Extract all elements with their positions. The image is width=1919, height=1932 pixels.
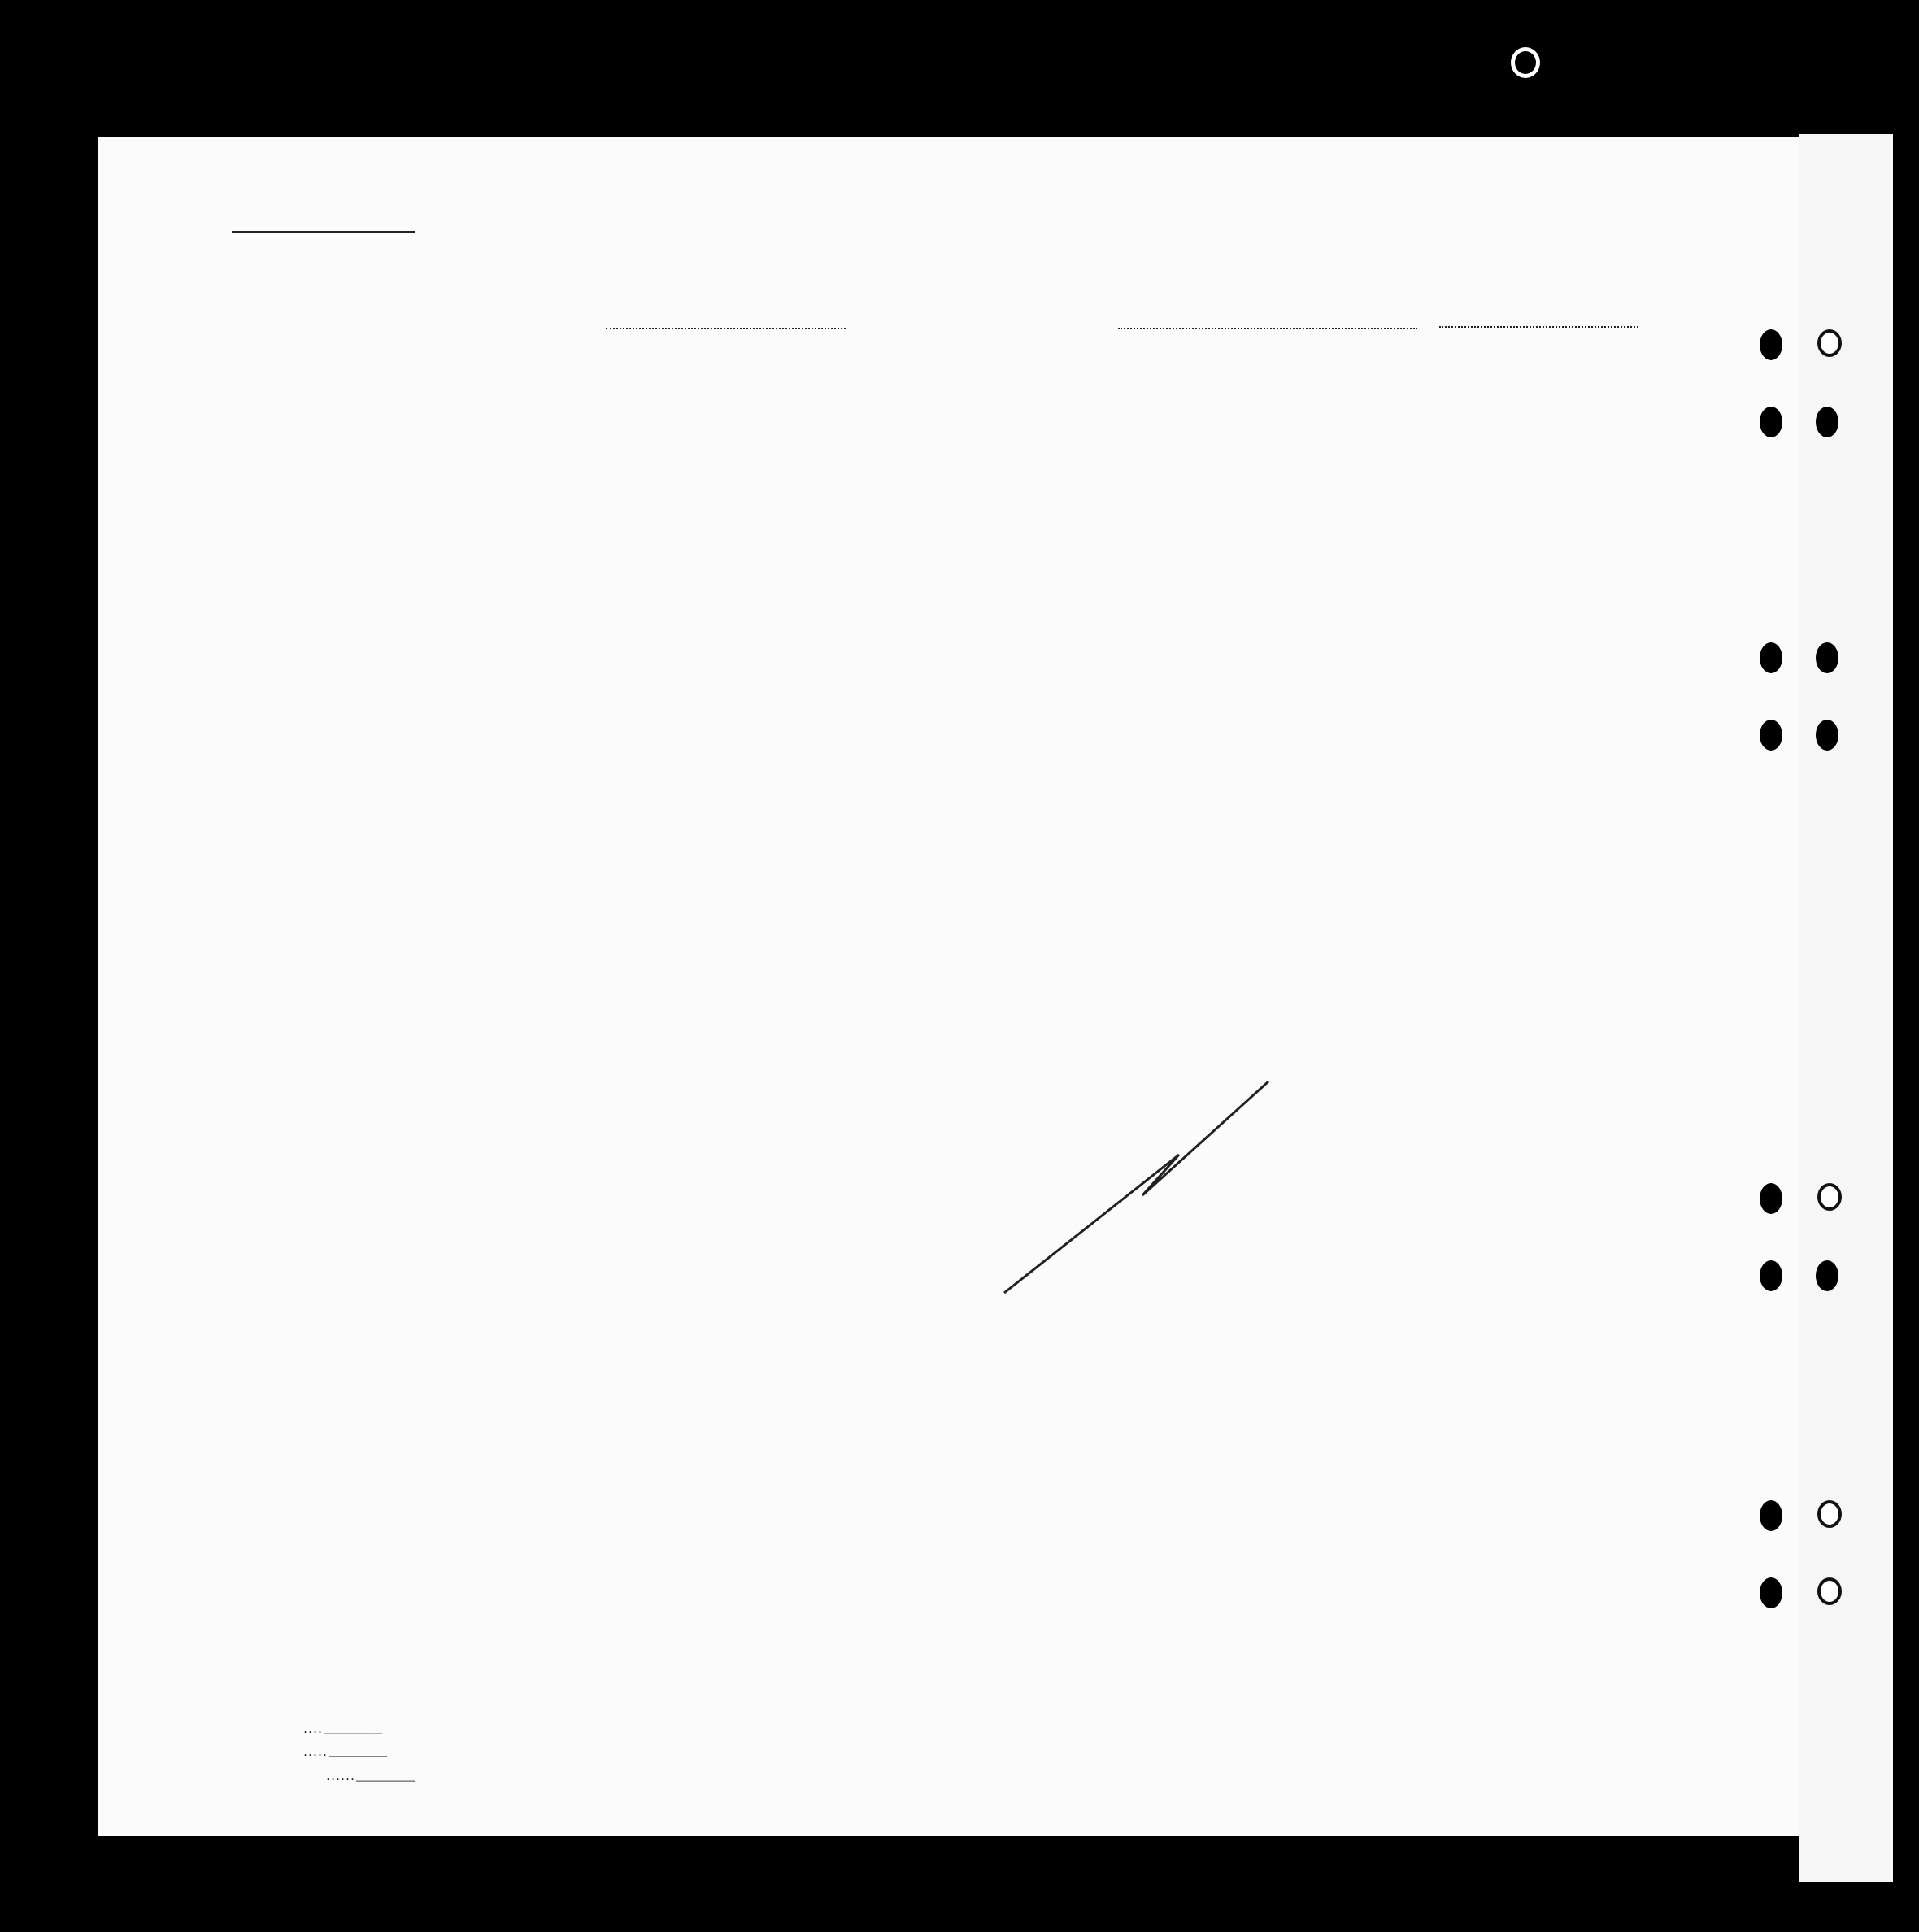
punch-hole-ring: [1817, 1500, 1842, 1528]
punch-hole-ring: [1817, 1183, 1842, 1211]
punch-hole: [1816, 1260, 1838, 1291]
footer-aliens: . . . . . . ____________: [327, 1771, 415, 1782]
punch-hole: [1760, 642, 1782, 673]
punch-hole-ring: [1817, 1577, 1842, 1605]
punch-hole-ring: [1817, 329, 1842, 357]
footer-us-citizens: . . . . . ____________: [304, 1747, 387, 1758]
punch-hole: [1816, 407, 1838, 437]
punch-hole: [1760, 1260, 1782, 1291]
punch-hole: [1760, 329, 1782, 360]
punch-hole: [1816, 642, 1838, 673]
punch-hole: [1760, 1500, 1782, 1531]
footer-total-passengers: . . . . ____________: [304, 1724, 382, 1735]
punch-hole: [1760, 1577, 1782, 1608]
punch-hole: [1760, 407, 1782, 437]
punch-hole: [1760, 1183, 1782, 1214]
punch-hole: [1816, 720, 1838, 751]
punch-hole: [1760, 720, 1782, 751]
